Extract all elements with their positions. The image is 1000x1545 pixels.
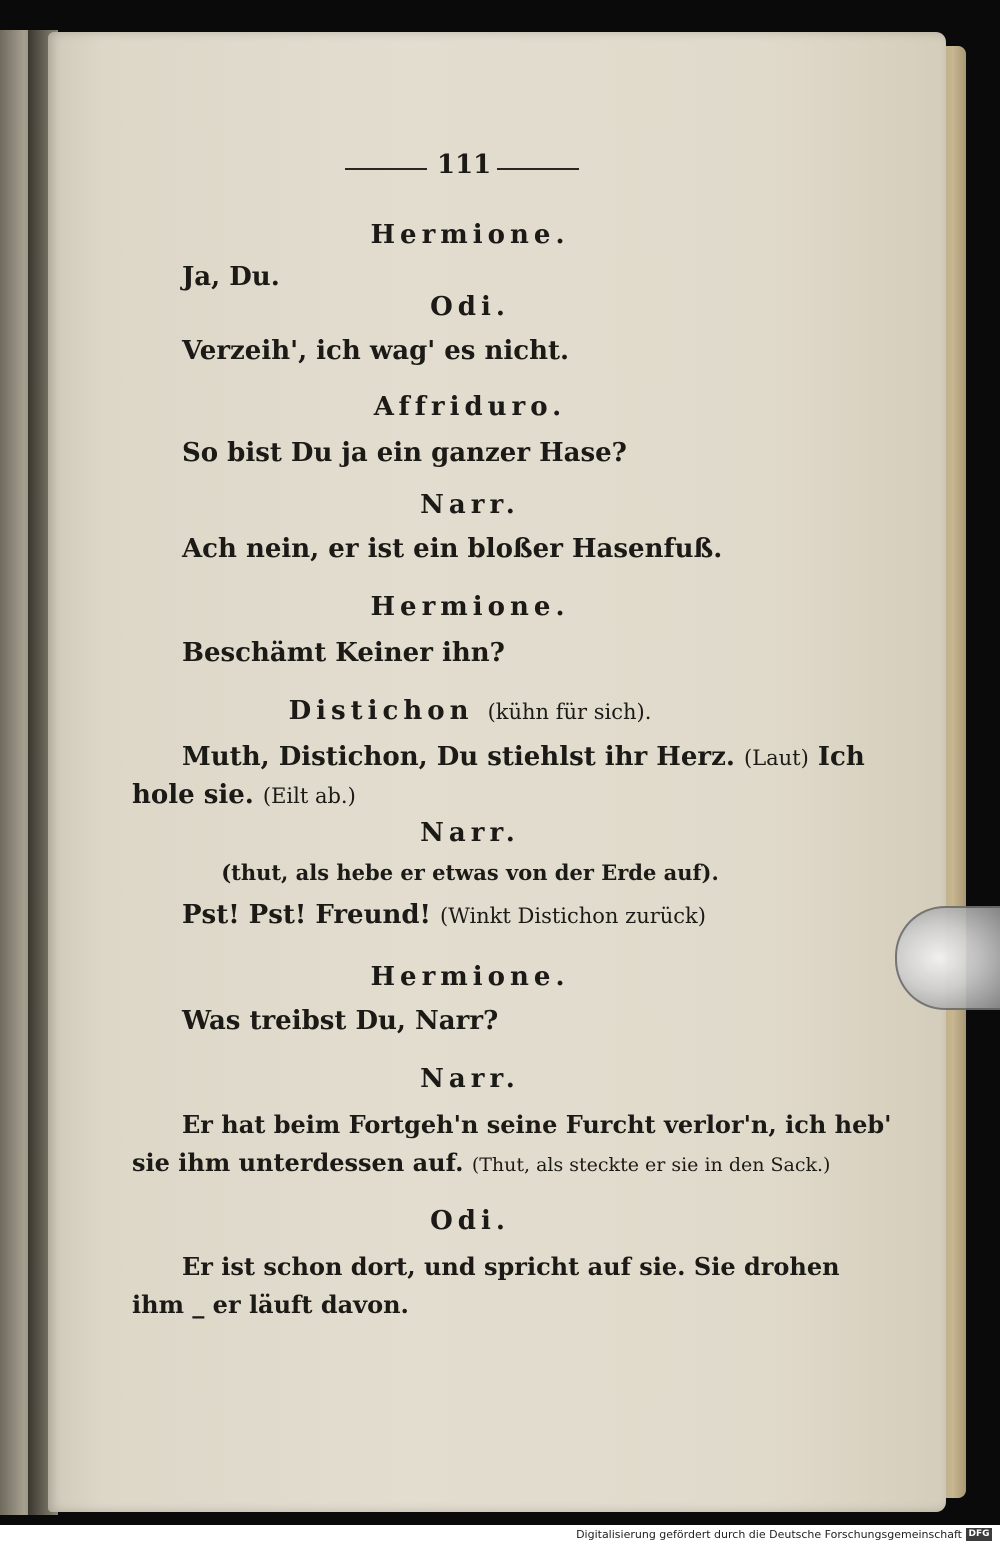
speaker-name: Narr. bbox=[420, 490, 520, 520]
speaker-with-stage-direction bbox=[180, 696, 760, 726]
speaker-name: Odi. bbox=[430, 1206, 510, 1236]
speaker-name: Hermione. bbox=[370, 220, 570, 250]
stage-direction: (thut, als hebe er etwas von der Erde auf). bbox=[221, 860, 719, 885]
dialogue-text: hole sie. bbox=[132, 780, 254, 810]
dialogue-text: Ich bbox=[817, 742, 865, 772]
dialogue-line: Beschämt Keiner ihn? bbox=[182, 638, 505, 668]
stage-direction: (Laut) bbox=[744, 746, 809, 770]
speaker-name: Hermione. bbox=[370, 592, 570, 622]
stage-direction: (kühn für sich). bbox=[487, 700, 652, 724]
dialogue-line bbox=[132, 1148, 830, 1177]
stage-direction: (Winkt Distichon zurück) bbox=[440, 904, 706, 928]
speaker-name: Odi. bbox=[430, 292, 510, 322]
stage-direction: (Eilt ab.) bbox=[262, 784, 356, 808]
speaker-name: Distichon bbox=[288, 696, 474, 726]
speaker-name: Hermione. bbox=[370, 962, 570, 992]
speaker-name: Narr. bbox=[420, 818, 520, 848]
funding-notice: Digitalisierung gefördert durch die Deutsche Forschungsgemeinschaft bbox=[576, 1528, 962, 1541]
dialogue-text: Muth, Distichon, Du stiehlst ihr Herz. bbox=[182, 742, 735, 772]
speaker-name: Affriduro. bbox=[373, 392, 567, 422]
dialogue-line bbox=[182, 742, 865, 772]
dfg-logo-icon: DFG bbox=[966, 1528, 992, 1541]
dialogue-line: Er hat beim Fortgeh'n seine Furcht verlor'n, ich heb' bbox=[182, 1110, 892, 1139]
dialogue-text: sie ihm unterdessen auf. bbox=[132, 1148, 464, 1177]
dialogue-line bbox=[182, 900, 706, 930]
dialogue-line: Er ist schon dort, und spricht auf sie. Sie drohen bbox=[182, 1252, 840, 1281]
footer-bar bbox=[0, 1525, 1000, 1545]
stage-direction: (Thut, als steckte er sie in den Sack.) bbox=[471, 1154, 831, 1176]
dialogue-line: Ach nein, er ist ein bloßer Hasenfuß. bbox=[182, 534, 723, 564]
dialogue-line: So bist Du ja ein ganzer Hase? bbox=[182, 438, 627, 468]
dialogue-line: Verzeih', ich wag' es nicht. bbox=[182, 336, 570, 366]
dialogue-line: ihm _ er läuft davon. bbox=[132, 1290, 409, 1319]
header-rule-left bbox=[345, 168, 427, 170]
header-rule-right bbox=[497, 168, 579, 170]
dialogue-line: Was treibst Du, Narr? bbox=[182, 1006, 499, 1036]
dialogue-text: Pst! Pst! Freund! bbox=[182, 900, 431, 930]
page-number: 111 bbox=[437, 150, 492, 180]
speaker-name: Narr. bbox=[420, 1064, 520, 1094]
dialogue-line bbox=[132, 780, 356, 810]
page-header bbox=[345, 148, 579, 188]
dialogue-line: Ja, Du. bbox=[182, 262, 280, 292]
page-holder-clip bbox=[895, 906, 1000, 1010]
